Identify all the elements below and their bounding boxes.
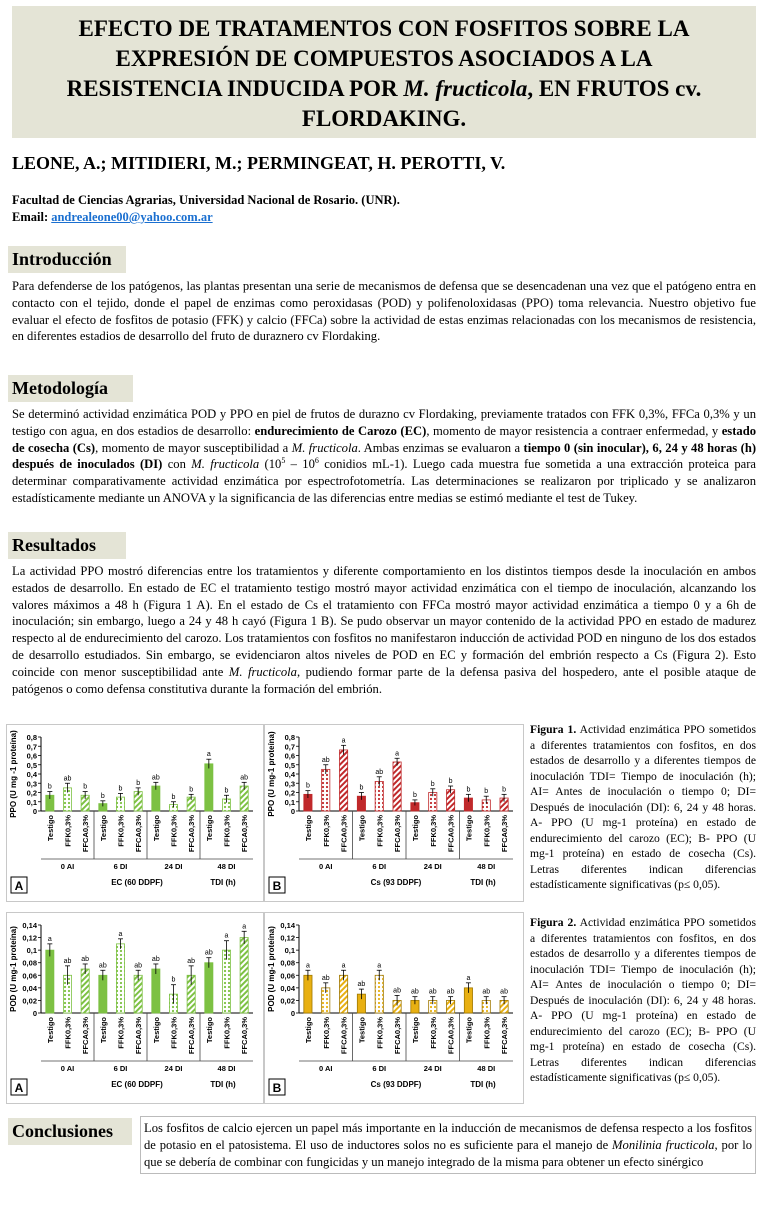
significance-letter: b — [100, 792, 105, 800]
y-tick-label: 0,6 — [284, 751, 295, 761]
significance-letter: a — [118, 930, 123, 938]
y-tick-label: 0 — [32, 1009, 37, 1018]
treatment-label: FFCA0,3% — [446, 1017, 456, 1055]
treatment-label: FFK0,3% — [321, 815, 331, 847]
group-label: 6 DI — [372, 862, 387, 871]
methods-i1: M. fructicola — [291, 440, 358, 455]
x-axis-label: EC (60 DDPF) — [111, 878, 163, 887]
y-tick-label: 0,4 — [284, 770, 295, 779]
y-tick-label: 0,4 — [26, 770, 37, 779]
methods-t2: , momento de mayor resistencia a contraer enfermedad, y — [426, 423, 722, 438]
significance-letter: ab — [357, 981, 366, 989]
figure-1a — [6, 724, 264, 902]
treatment-label: FFCA0,3% — [81, 815, 91, 853]
significance-letter: b — [359, 784, 364, 792]
significance-letter: b — [430, 780, 435, 788]
treatment-label: FFK0,3% — [428, 815, 438, 847]
treatment-label: FFK0,3% — [63, 815, 73, 847]
figure-2-caption — [530, 915, 756, 1086]
treatment-label: Testigo — [303, 1017, 313, 1044]
group-label: 6 DI — [113, 1064, 128, 1073]
figure-1b — [264, 724, 524, 902]
affiliation: Facultad de Ciencias Agrarias, Universidad Nacional de Rosario. (UNR). — [12, 193, 400, 207]
y-tick-label: 0,08 — [280, 958, 295, 968]
y-tick-label: 0,2 — [26, 788, 37, 798]
y-tick-label: 0,04 — [22, 983, 37, 993]
treatment-label: Testigo — [204, 1017, 214, 1044]
results-text — [12, 563, 756, 697]
significance-letter: b — [171, 793, 176, 801]
treatment-label: FFCA0,3% — [187, 815, 197, 853]
treatment-label: FFCA0,3% — [339, 815, 349, 853]
group-label: 24 DI — [423, 1064, 442, 1073]
significance-letter: b — [224, 787, 229, 795]
y-tick-label: 0,04 — [280, 983, 295, 993]
bar — [116, 944, 124, 1013]
email-line — [12, 209, 400, 226]
significance-letter: ab — [428, 988, 437, 996]
significance-letter: ab — [204, 949, 213, 957]
bar — [134, 975, 142, 1013]
significance-letter: b — [189, 786, 194, 794]
email-label: Email: — [12, 210, 52, 224]
significance-letter: a — [47, 935, 52, 943]
significance-letter: ab — [98, 962, 107, 970]
conclusions-heading: Conclusiones — [8, 1118, 132, 1145]
title-line-4: FLORDAKING. — [301, 106, 467, 131]
significance-letter: a — [395, 750, 400, 758]
group-label: 48 DI — [217, 862, 236, 871]
significance-letter: b — [118, 785, 123, 793]
treatment-label: FFK0,3% — [222, 1017, 232, 1049]
methods-sup1: 5 — [281, 456, 286, 466]
bar — [81, 969, 89, 1013]
y-axis-label: POD (U mg-1 proteína) — [9, 926, 18, 1012]
y-tick-label: 0,02 — [280, 996, 295, 1006]
treatment-label: FFCA0,3% — [134, 815, 144, 853]
methods-b1: endurecimiento de Carozo (EC) — [254, 423, 427, 438]
panel-letter: B — [272, 1081, 282, 1095]
treatment-label: FFK0,3% — [482, 815, 492, 847]
poster-title — [12, 6, 756, 138]
conclusions-text — [140, 1116, 756, 1174]
group-label: 48 DI — [477, 862, 496, 871]
bar — [375, 975, 383, 1013]
significance-letter: ab — [240, 774, 249, 782]
treatment-label: FFCA0,3% — [500, 1017, 510, 1055]
significance-letter: ab — [375, 768, 384, 776]
significance-letter: ab — [81, 955, 90, 963]
significance-letter: b — [171, 976, 176, 984]
methods-sup2: 6 — [314, 456, 319, 466]
treatment-label: Testigo — [98, 815, 108, 842]
significance-letter: a — [206, 751, 211, 759]
bar — [339, 975, 347, 1013]
tdi-label: TDI (h) — [470, 1080, 496, 1089]
intro-text: Para defenderse de los patógenos, las plantas presentan una serie de mecanismos de defensa que se desencadenan una vez que el patógeno entra en contacto con el tejido, donde el papel de enzimas como peroxidasas (POD) y polifenoloxidasas (PPO) toma relevancia. Nuestro objetivo fue evaluar el efecto de fosfitos de potasio (FFK) y calcio (FFCa) sobre la actividad de estas enzimas relacionadas con los mecanismos de resistencia, en diferentes estadios de desarrollo del fruto de duraznero cv Flordaking. — [12, 279, 756, 344]
group-label: 0 AI — [319, 862, 333, 871]
results-t1: La actividad PPO mostró diferencias entre los tratamientos y diferente comportamiento en los distintos tiempos desde la inoculación en ambos estados de desarrollo. En estado de EC el tratamiento testigo mostró mayor actividad enzimática con el tiempo de inoculación, alcanzando los valores máximos a 48 h (Figura 1 A). En el estado de Cs el tratamiento con FFCa mostró mayor actividad enzimática a tiempo 0 y a 6h de inoculación; sin embargo, luego a 24 y 48 h cayó (Figura 1 B). Se pudo observar un mayor contenido de la actividad PPO en estado de madurez respecto al de endurecimiento del carozo. Los tratamientos con fosfitos no manifestaron inducción de actividad POD en ninguno de los dos estados de desarrollo estudiados. Sin embargo, se evidenciaron altos niveles de POD en EC y formación del embrión respecto a Cs (Figura 2). Esto coincide con menor susceptibilidad ante — [12, 564, 756, 679]
treatment-label: FFK0,3% — [116, 1017, 126, 1049]
treatment-label: Testigo — [410, 815, 420, 842]
y-tick-label: 0,12 — [22, 933, 37, 943]
treatment-label: Testigo — [98, 1017, 108, 1044]
y-tick-label: 0 — [290, 1009, 295, 1018]
significance-letter: b — [136, 779, 141, 787]
significance-letter: b — [448, 778, 453, 786]
significance-letter: a — [305, 962, 310, 970]
treatment-label: FFK0,3% — [375, 815, 385, 847]
results-t2: , pudiendo formar parte de la defensa pasiva del hospedero, ante el posible ataque de patógenos o como defensa constitutiva durante la formación del embrión. — [12, 664, 756, 696]
methods-text — [12, 406, 756, 507]
treatment-label: FFCA0,3% — [81, 1017, 91, 1055]
significance-letter: b — [412, 791, 417, 799]
y-tick-label: 0,1 — [26, 797, 37, 807]
significance-letter: ab — [151, 774, 160, 782]
intro-heading: Introducción — [8, 246, 126, 273]
bar — [152, 969, 160, 1013]
significance-letter: b — [47, 783, 52, 791]
bar — [304, 975, 312, 1013]
group-label: 24 DI — [164, 862, 183, 871]
significance-letter: b — [305, 782, 310, 790]
methods-t8: conidios mL-1). Luego cada muestra fue sometida a una extracción proteica para determinar comparativamente actividad enzimática por espectrofotometría. Las determinaciones se realizaron por triplicado y se analizaron estadísticamente mediante un ANOVA y la significancia de las diferencias entre medias se estimó mediante el test de Tukey. — [12, 457, 756, 505]
treatment-label: FFCA0,3% — [240, 815, 250, 853]
figure-2b — [264, 912, 524, 1104]
significance-letter: ab — [482, 988, 491, 996]
results-i1: M. fructicola — [228, 664, 297, 679]
y-tick-label: 0,3 — [26, 779, 37, 789]
significance-letter: ab — [151, 955, 160, 963]
treatment-label: FFK0,3% — [116, 815, 126, 847]
treatment-label: Testigo — [151, 1017, 161, 1044]
treatment-label: Testigo — [45, 1017, 55, 1044]
significance-letter: ab — [393, 987, 401, 995]
bar — [222, 950, 230, 1013]
group-label: 0 AI — [319, 1064, 333, 1073]
treatment-label: FFK0,3% — [428, 1017, 438, 1049]
treatment-label: FFCA0,3% — [240, 1017, 250, 1055]
significance-letter: a — [242, 923, 247, 931]
chart-fig2b — [265, 913, 523, 1103]
authors: LEONE, A.; MITIDIERI, M.; PERMINGEAT, H. PEROTTI, V. — [12, 153, 506, 173]
y-tick-label: 0,3 — [284, 779, 295, 789]
treatment-label: FFCA0,3% — [500, 815, 510, 853]
title-line-3-post: , EN FRUTOS cv. — [527, 76, 702, 101]
tdi-label: TDI (h) — [210, 1080, 236, 1089]
email-link[interactable]: andrealeone00@yahoo.com.ar — [51, 210, 213, 224]
treatment-label: FFCA0,3% — [393, 815, 403, 853]
significance-letter: b — [466, 786, 471, 794]
treatment-label: FFK0,3% — [482, 1017, 492, 1049]
panel-letter: A — [14, 1081, 24, 1095]
treatment-label: FFCA0,3% — [393, 1017, 403, 1055]
group-label: 6 DI — [372, 1064, 387, 1073]
chart-fig1b — [265, 725, 523, 901]
y-tick-label: 0,02 — [22, 996, 37, 1006]
treatment-label: Testigo — [464, 1017, 474, 1044]
x-axis-label: Cs (93 DDPF) — [370, 878, 422, 887]
group-label: 0 AI — [60, 1064, 75, 1073]
chart-fig2a — [7, 913, 263, 1103]
chart-fig1a — [7, 725, 263, 901]
y-axis-label: POD (U mg-1 proteína) — [267, 926, 276, 1012]
significance-letter: a — [224, 932, 229, 940]
treatment-label: FFK0,3% — [63, 1017, 73, 1049]
treatment-label: Testigo — [357, 1017, 367, 1044]
significance-letter: a — [341, 737, 346, 745]
treatment-label: Testigo — [410, 1017, 420, 1044]
title-italic: M. fructicola — [403, 76, 528, 101]
y-tick-label: 0,12 — [280, 933, 295, 943]
significance-letter: ab — [321, 974, 330, 982]
treatment-label: Testigo — [464, 815, 474, 842]
y-tick-label: 0,14 — [280, 921, 295, 930]
y-tick-label: 0,1 — [26, 946, 37, 956]
treatment-label: Testigo — [303, 815, 313, 842]
y-tick-label: 0,7 — [26, 742, 37, 752]
y-tick-label: 0,8 — [26, 733, 37, 742]
y-tick-label: 0,2 — [284, 788, 295, 798]
methods-heading: Metodología — [8, 375, 133, 402]
bar — [99, 975, 107, 1013]
bar — [240, 786, 248, 811]
treatment-label: FFK0,3% — [169, 815, 179, 847]
title-line-2: EXPRESIÓN DE COMPUESTOS ASOCIADOS A LA — [115, 46, 653, 71]
significance-letter: ab — [321, 756, 330, 764]
methods-t4: . Ambas enzimas se evaluaron a — [357, 440, 524, 455]
significance-letter: ab — [134, 962, 143, 970]
tdi-label: TDI (h) — [210, 878, 236, 887]
significance-letter: a — [377, 962, 382, 970]
y-tick-label: 0,08 — [22, 958, 37, 968]
treatment-label: Testigo — [151, 815, 161, 842]
significance-letter: ab — [63, 775, 72, 783]
conclusions-t2: , por lo que se debería de combinar con fungicidas y un manejo integrado de la misma para obtener un efecto sinérgico — [144, 1137, 752, 1169]
y-axis-label: PPO (U mg-1 proteína) — [267, 731, 276, 817]
conclusions-i1: Monilinia fructicola — [612, 1137, 715, 1152]
methods-i2: M. fructicola — [191, 457, 260, 472]
methods-t7: – 10 — [285, 457, 315, 472]
treatment-label: Testigo — [204, 815, 214, 842]
fig1-text: Actividad enzimática PPO sometidos a diferentes tratamientos con fosfitos, en dos estados de desarrollo y a diferentes tiempos de inoculación TDI= Tiempo de inoculación (h); AI= Antes de inoculación o tiempo 0; DI= Después de inoculación (DI): 6, 24 y 48 horas. A- PPO (U mg-1 proteína) en estado de endurecimiento del carozo (EC); B- PPO (U mg-1 proteína) en estado de cosecha (Cs). Letras diferentes indican diferencias estadísticamente significativas (p≤ 0,05). — [530, 723, 756, 891]
treatment-label: FFK0,3% — [222, 815, 232, 847]
y-tick-label: 0,1 — [284, 946, 295, 956]
methods-b3: tiempo 0 (sin inocular), 6, 24 y 48 horas (h) después de inoculados (DI) — [12, 440, 757, 472]
treatment-label: FFK0,3% — [375, 1017, 385, 1049]
conclusions-t1: Los fosfitos de calcio ejercen un papel más importante en la inducción de mecanismos de defensa respecto a los fosfitos de potasio en el patosistema. El uso de inductores solos no es suficiente para el manejo de — [144, 1121, 752, 1152]
treatment-label: Testigo — [357, 815, 367, 842]
bar — [46, 950, 54, 1013]
title-line-3 — [12, 74, 756, 104]
significance-letter: b — [484, 788, 489, 796]
y-tick-label: 0,7 — [284, 742, 295, 752]
methods-t3: , momento de mayor susceptibilidad a — [95, 440, 292, 455]
significance-letter: a — [341, 962, 346, 970]
y-tick-label: 0,06 — [22, 971, 37, 981]
y-tick-label: 0 — [32, 807, 37, 816]
y-tick-label: 0,06 — [280, 971, 295, 981]
treatment-label: FFK0,3% — [169, 1017, 179, 1049]
treatment-label: FFCA0,3% — [187, 1017, 197, 1055]
y-tick-label: 0,8 — [284, 733, 295, 742]
affiliation-block — [12, 192, 400, 226]
y-tick-label: 0,1 — [284, 797, 295, 807]
treatment-label: FFK0,3% — [321, 1017, 331, 1049]
treatment-label: FFCA0,3% — [446, 815, 456, 853]
significance-letter: ab — [187, 957, 196, 965]
bar — [339, 750, 347, 811]
bar — [240, 938, 248, 1013]
group-label: 48 DI — [217, 1064, 236, 1073]
significance-letter: ab — [446, 988, 455, 996]
significance-letter: ab — [63, 957, 72, 965]
methods-b2: estado de cosecha (Cs) — [12, 423, 757, 455]
figure-2a — [6, 912, 264, 1104]
bar — [205, 764, 213, 811]
methods-t1: Se determinó actividad enzimática POD y PPO en piel de frutos de durazno cv Flordaking, previamente tratados con FFK 0,3%, FFCa 0,3% y un testigo con agua, en dos estadios de desarrollo: — [12, 407, 756, 438]
bar — [205, 963, 213, 1013]
group-label: 48 DI — [477, 1064, 496, 1073]
significance-letter: ab — [411, 988, 419, 996]
significance-letter: ab — [500, 988, 508, 996]
figure-1-caption — [530, 722, 756, 893]
title-line-3-pre: RESISTENCIA INDUCIDA POR — [66, 76, 404, 101]
bar — [393, 762, 401, 811]
group-label: 24 DI — [423, 862, 442, 871]
methods-t6: (10 — [259, 457, 282, 472]
treatment-label: FFCA0,3% — [134, 1017, 144, 1055]
panel-letter: A — [14, 879, 24, 893]
y-axis-label: PPO (U mg -1 proteína) — [9, 730, 18, 818]
y-tick-label: 0,5 — [26, 760, 37, 770]
y-tick-label: 0,5 — [284, 760, 295, 770]
y-tick-label: 0,6 — [26, 751, 37, 761]
title-line-1: EFECTO DE TRATAMENTOS CON FOSFITOS SOBRE LA — [78, 16, 690, 41]
fig2-label: Figura 2. — [530, 916, 577, 929]
methods-t5: con — [162, 457, 192, 472]
y-tick-label: 0,14 — [22, 921, 37, 930]
x-axis-label: EC (60 DDPF) — [111, 1080, 163, 1089]
tdi-label: TDI (h) — [470, 878, 496, 887]
fig1-label: Figura 1. — [530, 723, 577, 736]
significance-letter: b — [83, 783, 88, 791]
y-tick-label: 0 — [290, 807, 295, 816]
treatment-label: Testigo — [45, 815, 55, 842]
group-label: 6 DI — [113, 862, 128, 871]
significance-letter: b — [502, 786, 507, 794]
bar — [322, 769, 330, 811]
panel-letter: B — [272, 879, 282, 893]
group-label: 24 DI — [164, 1064, 183, 1073]
bar — [152, 786, 160, 811]
significance-letter: a — [466, 974, 471, 982]
results-heading: Resultados — [8, 532, 126, 559]
fig2-text: Actividad enzimática PPO sometidos a diferentes tratamientos con fosfitos, en dos estados de desarrollo y a diferentes tiempos de inoculación TDI= Tiempo de inoculación (h); AI= Antes de inoculación o tiempo 0; DI= Después de inoculación (DI): 6, 24 y 48 horas. A- PPO (U mg-1 proteína) en estado de endurecimiento del carozo (EC); B- PPO (U mg-1 proteína) en estado de cosecha (Cs). Letras diferentes indican diferencias estadísticamente significativas (p≤ 0,05). — [530, 916, 756, 1084]
group-label: 0 AI — [60, 862, 75, 871]
x-axis-label: Cs (93 DDPF) — [370, 1080, 422, 1089]
treatment-label: FFCA0,3% — [339, 1017, 349, 1055]
